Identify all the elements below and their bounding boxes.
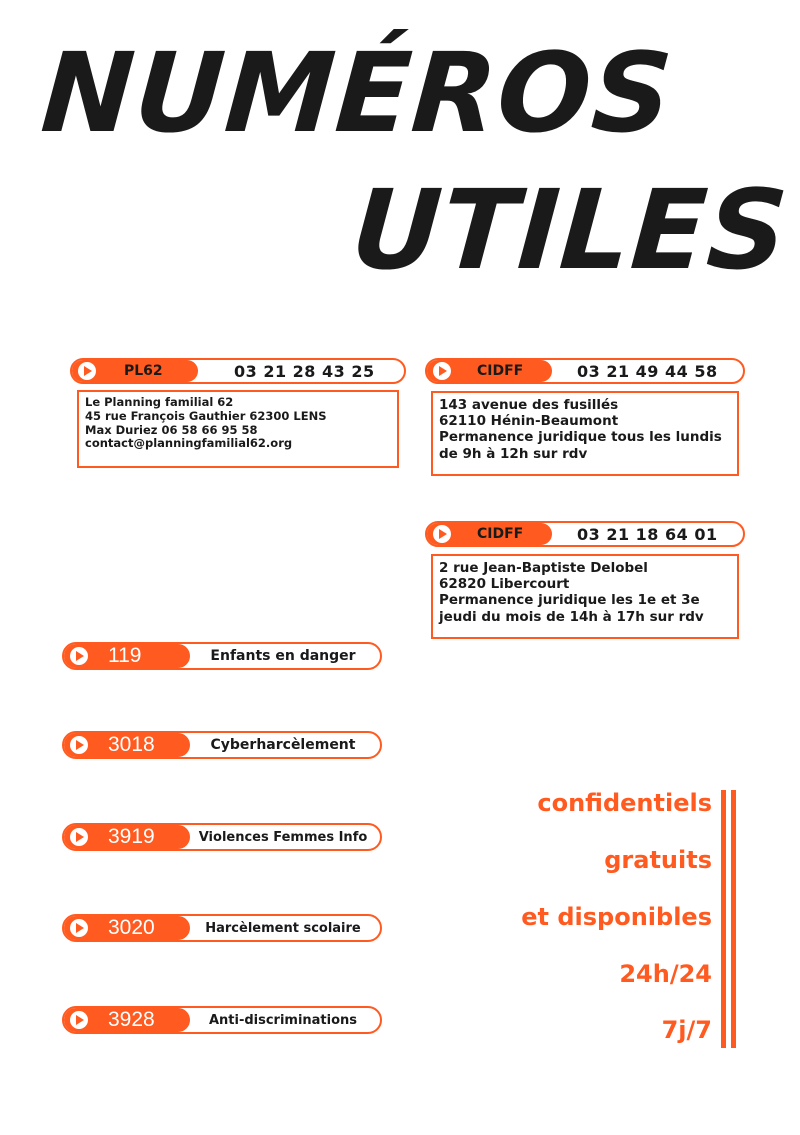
- cidff1-info: [431, 391, 739, 476]
- pl62-info: [77, 390, 399, 468]
- cidff2-header: [425, 521, 745, 547]
- hotline-3928: [62, 1006, 382, 1034]
- play-icon: [70, 1011, 88, 1029]
- hotline-3018: [62, 731, 382, 759]
- slogan-line: 24h/24: [619, 960, 712, 988]
- slogan-line: confidentiels: [537, 789, 712, 817]
- cidff2-code: CIDFF: [477, 526, 524, 542]
- hotline-label: Anti-discriminations: [208, 1012, 358, 1028]
- cidff1-line: Permanence juridique tous les lundis: [439, 429, 722, 446]
- play-icon: [70, 828, 88, 846]
- cidff2-phone: 03 21 18 64 01: [577, 524, 718, 544]
- accent-bar: [731, 790, 736, 1048]
- slogan-line: gratuits: [604, 846, 712, 874]
- cidff2-line: 62820 Libercourt: [439, 576, 570, 593]
- hotline-119: [62, 642, 382, 670]
- play-icon: [433, 525, 451, 543]
- title-line-2: UTILES: [347, 166, 793, 294]
- hotline-label: Enfants en danger: [210, 648, 356, 664]
- cidff2-info: [431, 554, 739, 639]
- play-icon: [433, 362, 451, 380]
- hotline-3020: [62, 914, 382, 942]
- pl62-phone: 03 21 28 43 25: [234, 361, 375, 381]
- cidff2-line: jeudi du mois de 14h à 17h sur rdv: [439, 608, 704, 625]
- play-icon: [70, 647, 88, 665]
- title-line-1: NUMÉROS: [37, 29, 677, 157]
- hotline-label: Cyberharcèlement: [210, 737, 356, 753]
- accent-bar: [721, 790, 726, 1048]
- cidff1-header: [425, 358, 745, 384]
- pl62-header: [70, 358, 406, 384]
- cidff1-code: CIDFF: [477, 363, 524, 379]
- hotline-number: 119: [108, 644, 142, 667]
- pl62-line: Le Planning familial 62: [85, 395, 234, 409]
- hotline-label: Harcèlement scolaire: [205, 920, 361, 936]
- slogan-line: 7j/7: [661, 1016, 712, 1044]
- hotline-number: 3018: [108, 733, 155, 756]
- hotline-number: 3919: [108, 825, 155, 848]
- cidff1-line: de 9h à 12h sur rdv: [439, 445, 588, 462]
- pl62-line: 45 rue François Gauthier 62300 LENS: [85, 408, 327, 423]
- hotline-3919: [62, 823, 382, 851]
- cidff2-line: 2 rue Jean-Baptiste Delobel: [439, 560, 648, 576]
- cidff1-line: 143 avenue des fusillés: [439, 397, 619, 413]
- cidff1-line: 62110 Hénin-Beaumont: [439, 413, 619, 430]
- hotline-number: 3020: [108, 916, 155, 939]
- play-icon: [70, 919, 88, 937]
- cidff2-line: Permanence juridique les 1e et 3e: [439, 592, 700, 609]
- slogan-line: et disponibles: [521, 903, 712, 931]
- play-icon: [78, 362, 96, 380]
- pl62-line: contact@planningfamilial62.org: [85, 436, 293, 451]
- pl62-line: Max Duriez 06 58 66 95 58: [85, 422, 258, 437]
- play-icon: [70, 736, 88, 754]
- pl62-code: PL62: [124, 363, 163, 379]
- hotline-label: Violences Femmes Info: [198, 829, 368, 845]
- cidff1-phone: 03 21 49 44 58: [577, 361, 718, 381]
- hotline-number: 3928: [108, 1008, 155, 1031]
